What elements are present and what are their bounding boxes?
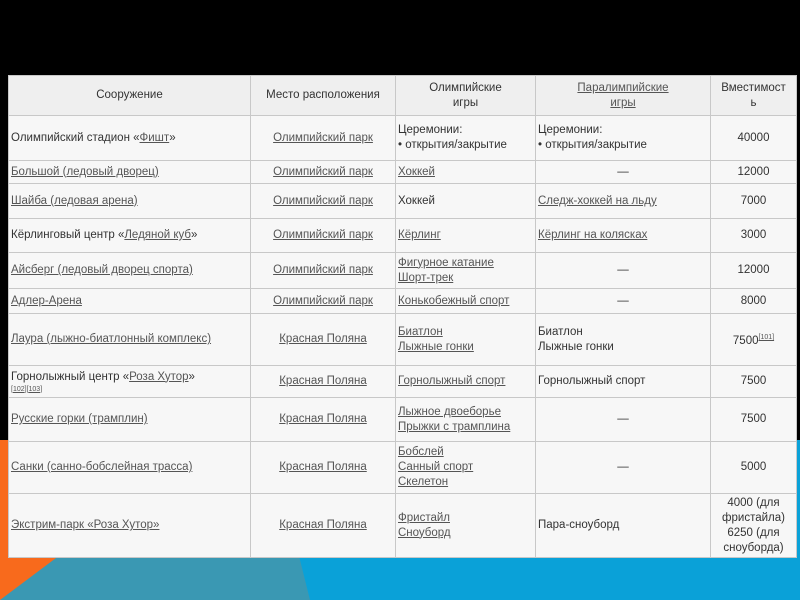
cell-line bbox=[538, 138, 708, 153]
cell-text: Кёрлинговый центр « bbox=[11, 229, 125, 241]
cell-line bbox=[398, 475, 533, 490]
olympic-cell bbox=[396, 289, 536, 314]
capacity-cell bbox=[711, 289, 797, 314]
location-link[interactable]: Олимпийский парк bbox=[273, 229, 373, 241]
location-link[interactable]: Красная Поляна bbox=[279, 413, 367, 425]
olympic-cell bbox=[396, 494, 536, 558]
header-olympic bbox=[396, 76, 536, 116]
cell-text: Горнолыжный центр « bbox=[11, 370, 130, 383]
olympic-cell bbox=[396, 398, 536, 442]
paralympic-cell bbox=[536, 219, 711, 253]
header-capacity bbox=[711, 76, 797, 116]
location-cell bbox=[251, 289, 396, 314]
capacity-value: 3000 bbox=[740, 229, 767, 241]
olympic-cell bbox=[396, 161, 536, 184]
cell-text: Лыжные гонки bbox=[538, 340, 614, 353]
cell-link[interactable]: Фигурное катание bbox=[398, 256, 494, 269]
capacity-cell bbox=[711, 253, 797, 289]
cell-link[interactable]: Адлер-Арена bbox=[11, 294, 82, 307]
facility-cell bbox=[9, 116, 251, 161]
header-row bbox=[9, 76, 797, 116]
table-row bbox=[9, 184, 797, 219]
paralympic-link[interactable]: Паралимпийские bbox=[577, 81, 669, 94]
cell-link[interactable]: Лыжные гонки bbox=[398, 340, 474, 353]
cell-link[interactable]: Лыжное двоеборье bbox=[398, 405, 501, 418]
cell-link[interactable]: Конькобежный спорт bbox=[398, 294, 510, 307]
table-row bbox=[9, 116, 797, 161]
cell-link[interactable]: Шорт-трек bbox=[398, 271, 454, 284]
facility-cell bbox=[9, 184, 251, 219]
cell-link[interactable]: Айсберг (ледовый дворец спорта) bbox=[11, 264, 193, 276]
location-cell bbox=[251, 398, 396, 442]
cell-link[interactable]: Кёрлинг bbox=[398, 229, 441, 241]
table-row bbox=[9, 314, 797, 366]
facility-cell bbox=[9, 253, 251, 289]
dash: — bbox=[617, 413, 629, 425]
cell-line bbox=[398, 123, 533, 138]
location-cell bbox=[251, 366, 396, 398]
cell-line bbox=[398, 526, 533, 541]
dash: — bbox=[617, 294, 629, 307]
paralympic-cell bbox=[536, 442, 711, 494]
cell-link[interactable]: Русские горки (трамплин) bbox=[11, 413, 148, 425]
capacity-value: 12000 bbox=[737, 264, 770, 276]
cell-link[interactable]: Бобслей bbox=[398, 446, 444, 458]
cell-text: Олимпийский стадион « bbox=[11, 131, 140, 144]
cell-text: Биатлон bbox=[538, 325, 583, 338]
cell-link[interactable]: Кёрлинг на колясках bbox=[538, 229, 648, 241]
paralympic-cell bbox=[536, 161, 711, 184]
cell-text: Хоккей bbox=[398, 194, 435, 207]
reference-link[interactable] bbox=[759, 334, 775, 341]
cell-link[interactable]: Шайба (ледовая арена) bbox=[11, 194, 138, 207]
capacity-value: 8000 bbox=[740, 294, 767, 307]
paralympic-cell bbox=[536, 314, 711, 366]
facility-cell bbox=[9, 314, 251, 366]
capacity-value: 7500 bbox=[740, 413, 767, 425]
table-row bbox=[9, 161, 797, 184]
location-cell bbox=[251, 494, 396, 558]
capacity-cell bbox=[711, 494, 797, 558]
capacity-value: 7500 bbox=[740, 375, 767, 387]
dash: — bbox=[617, 461, 629, 473]
cell-text: Пара-сноуборд bbox=[538, 519, 620, 531]
cell-link[interactable]: Роза Хутор bbox=[129, 370, 189, 383]
facility-cell bbox=[9, 366, 251, 398]
cell-line bbox=[398, 511, 533, 526]
cell-line bbox=[398, 420, 533, 435]
cell-text: » bbox=[188, 370, 195, 383]
capacity-cell bbox=[711, 184, 797, 219]
cell-link[interactable]: Санный спорт bbox=[398, 461, 474, 473]
cell-link[interactable]: Фристайл bbox=[398, 511, 450, 524]
location-cell bbox=[251, 442, 396, 494]
location-cell bbox=[251, 253, 396, 289]
facility-cell bbox=[9, 494, 251, 558]
cell-text: » bbox=[191, 229, 198, 241]
cell-line bbox=[398, 165, 533, 180]
cell-line bbox=[398, 271, 533, 286]
table-body bbox=[9, 116, 797, 558]
cell-link[interactable]: Фишт bbox=[139, 131, 170, 144]
cell-line bbox=[398, 445, 533, 460]
location-link[interactable]: Олимпийский парк bbox=[273, 165, 373, 178]
table-row bbox=[9, 494, 797, 558]
location-link[interactable]: Олимпийский парк bbox=[273, 264, 373, 276]
cell-line bbox=[398, 325, 533, 340]
location-link[interactable]: Красная Поляна bbox=[279, 375, 367, 387]
olympic-cell bbox=[396, 219, 536, 253]
capacity-value: 40000 bbox=[737, 131, 770, 144]
cell-line bbox=[398, 256, 533, 271]
cell-line bbox=[398, 138, 533, 153]
paralympic-cell bbox=[536, 289, 711, 314]
location-cell bbox=[251, 314, 396, 366]
capacity-value: 5000 bbox=[740, 461, 767, 473]
cell-link[interactable]: Прыжки с трамплина bbox=[398, 420, 511, 433]
cell-line bbox=[398, 340, 533, 355]
facility-cell bbox=[9, 398, 251, 442]
cell-text: • открытия/закрытие bbox=[538, 139, 647, 151]
cell-line bbox=[538, 374, 708, 389]
cell-link[interactable]: Лаура (лыжно-биатлонный комплекс) bbox=[11, 333, 212, 345]
cell-link[interactable]: Большой (ледовый дворец) bbox=[11, 165, 159, 178]
location-link[interactable]: Олимпийский парк bbox=[273, 131, 373, 144]
cell-line bbox=[398, 374, 533, 389]
location-link[interactable]: Олимпийский парк bbox=[273, 294, 373, 307]
header-facility: Сооружение bbox=[9, 76, 251, 116]
header-paralympic[interactable] bbox=[536, 76, 711, 116]
location-cell bbox=[251, 116, 396, 161]
cell-line bbox=[538, 340, 708, 355]
capacity-value: 7500 bbox=[732, 334, 759, 347]
dash: — bbox=[617, 264, 629, 276]
olympic-cell bbox=[396, 366, 536, 398]
location-link[interactable]: Олимпийский парк bbox=[273, 194, 373, 207]
dash: — bbox=[617, 165, 629, 178]
location-cell bbox=[251, 219, 396, 253]
cell-link[interactable]: Следж-хоккей на льду bbox=[538, 194, 657, 207]
capacity-cell bbox=[711, 442, 797, 494]
paralympic-cell bbox=[536, 116, 711, 161]
table-row bbox=[9, 398, 797, 442]
cell-link[interactable]: Хоккей bbox=[398, 165, 435, 178]
header-capacity-line: Вместимост bbox=[721, 81, 786, 94]
header-olympic-line: Олимпийские bbox=[429, 81, 502, 94]
location-link[interactable]: Красная Поляна bbox=[279, 333, 367, 345]
facility-cell bbox=[9, 289, 251, 314]
facility-cell bbox=[9, 219, 251, 253]
olympic-cell bbox=[396, 442, 536, 494]
cell-text: Церемонии: bbox=[538, 124, 603, 136]
paralympic-cell bbox=[536, 398, 711, 442]
facility-cell bbox=[9, 161, 251, 184]
capacity-cell bbox=[711, 366, 797, 398]
paralympic-cell bbox=[536, 494, 711, 558]
olympic-cell bbox=[396, 184, 536, 219]
paralympic-cell bbox=[536, 366, 711, 398]
capacity-cell bbox=[711, 116, 797, 161]
header-location: Место расположения bbox=[251, 76, 396, 116]
venues-table bbox=[8, 75, 797, 558]
table-row bbox=[9, 366, 797, 398]
cell-link[interactable]: Сноуборд bbox=[398, 526, 451, 539]
olympic-cell bbox=[396, 314, 536, 366]
cell-link[interactable]: Ледяной куб bbox=[124, 229, 191, 241]
cell-link[interactable]: Горнолыжный спорт bbox=[398, 375, 506, 387]
capacity-value: 4000 (для фристайла) 6250 (для сноуборда) bbox=[722, 496, 785, 554]
facility-cell bbox=[9, 442, 251, 494]
capacity-value: 12000 bbox=[737, 165, 770, 178]
cell-line bbox=[398, 228, 533, 243]
header-capacity-line: ь bbox=[750, 96, 757, 109]
table-row bbox=[9, 219, 797, 253]
location-link[interactable]: Красная Поляна bbox=[279, 461, 367, 473]
cell-line bbox=[398, 405, 533, 420]
header-olympic-line: игры bbox=[452, 96, 479, 109]
capacity-cell bbox=[711, 314, 797, 366]
reference-link[interactable]: [101] bbox=[758, 334, 775, 342]
olympic-cell bbox=[396, 116, 536, 161]
location-cell bbox=[251, 161, 396, 184]
table-row bbox=[9, 442, 797, 494]
capacity-cell bbox=[711, 398, 797, 442]
cell-link[interactable]: Скелетон bbox=[398, 476, 449, 488]
paralympic-cell bbox=[536, 184, 711, 219]
cell-link[interactable]: Санки (санно-бобслейная трасса) bbox=[11, 461, 193, 473]
capacity-cell bbox=[711, 161, 797, 184]
cell-line bbox=[398, 194, 533, 209]
cell-text: Горнолыжный спорт bbox=[538, 375, 646, 387]
table-row bbox=[9, 289, 797, 314]
cell-link[interactable]: Экстрим-парк «Роза Хутор» bbox=[11, 519, 160, 531]
cell-text: • открытия/закрытие bbox=[398, 139, 507, 151]
paralympic-link[interactable]: игры bbox=[610, 96, 636, 109]
cell-line bbox=[398, 294, 533, 309]
cell-link[interactable]: Биатлон bbox=[398, 325, 443, 338]
cell-line bbox=[538, 325, 708, 340]
cell-line bbox=[538, 123, 708, 138]
capacity-value: 7000 bbox=[740, 194, 767, 207]
cell-line bbox=[398, 460, 533, 475]
cell-line bbox=[538, 518, 708, 533]
location-cell bbox=[251, 184, 396, 219]
olympic-cell bbox=[396, 253, 536, 289]
table-row bbox=[9, 253, 797, 289]
location-link[interactable]: Красная Поляна bbox=[279, 519, 367, 531]
cell-line bbox=[538, 194, 708, 209]
cell-text: Церемонии: bbox=[398, 124, 463, 136]
reference-link[interactable]: [102][103] bbox=[11, 385, 43, 393]
cell-line bbox=[538, 228, 708, 243]
capacity-cell bbox=[711, 219, 797, 253]
paralympic-cell bbox=[536, 253, 711, 289]
cell-text: » bbox=[169, 131, 176, 144]
